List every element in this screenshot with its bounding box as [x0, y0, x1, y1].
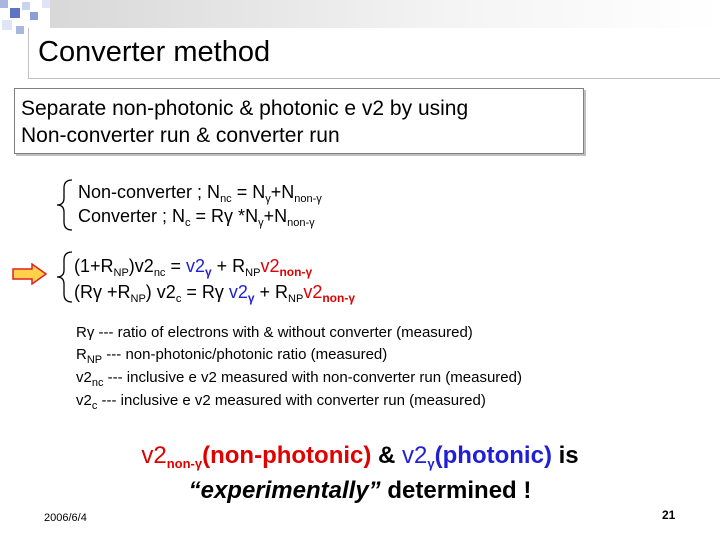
def1-text: Rγ --- ratio of electrons with & without converter (measured) [76, 324, 473, 341]
def2-b: --- non-photonic/photonic ratio (measured) [102, 346, 388, 363]
deco-square [0, 0, 8, 8]
conclusion-and: & [371, 442, 403, 469]
def4-a: v2 [76, 392, 92, 409]
conclusion-determined: determined ! [380, 477, 532, 504]
conclusion-line-2 [0, 477, 720, 505]
deco-square [42, 0, 50, 8]
deco-square [2, 20, 12, 30]
eq1-mid2: +N [270, 182, 295, 202]
eq3-b: )v2 [128, 256, 154, 276]
deco-square [16, 26, 24, 34]
definition-rgamma [76, 324, 473, 341]
equation-combined-1 [74, 256, 312, 279]
eq4-a: (Rγ +R [74, 282, 131, 302]
eq2-mid2: +N [263, 206, 288, 226]
deco-square [22, 2, 30, 10]
summary-line-1: Separate non-photonic & photonic e v2 by using [21, 97, 469, 120]
eq3-f-sub: non-γ [279, 265, 313, 279]
eq4-b-sub: c [175, 293, 182, 305]
eq4-f-sub: non-γ [322, 291, 356, 305]
definition-v2c [76, 392, 486, 412]
eq1-sub-gamma: γ [265, 193, 271, 205]
conclusion-v2-gamma: v2 [402, 442, 428, 469]
brace-left-2 [54, 250, 76, 304]
conclusion-experimentally: “experimentally” [188, 477, 381, 504]
eq1-lead: Non-converter ; N [78, 182, 221, 202]
eq1-mid1: = N [231, 182, 266, 202]
equation-non-converter [78, 182, 322, 205]
eq4-b: ) v2 [145, 282, 176, 302]
def4-sub: c [91, 400, 98, 412]
conclusion-nongamma-sub: non-γ [166, 456, 203, 471]
eq3-a: (1+R [74, 256, 114, 276]
eq4-v2-gamma: v2 [228, 282, 248, 302]
eq2-sub-c: c [185, 217, 191, 229]
conclusion-photonic: (photonic) [434, 442, 552, 469]
eq3-v2-gamma: v2 [185, 256, 205, 276]
summary-box [14, 88, 584, 154]
definition-v2nc [76, 369, 522, 389]
slide-date: 2006/6/4 [44, 512, 87, 524]
equation-combined-2 [74, 282, 355, 305]
eq4-v2-nongamma: v2 [303, 282, 323, 302]
eq2-lead: Converter ; N [78, 206, 186, 226]
eq2-sub-gamma: γ [258, 217, 264, 229]
eq2-mid1: = Rγ *N [190, 206, 259, 226]
deco-square [30, 12, 38, 20]
summary-line-2: Non-converter run & converter run [21, 124, 340, 147]
eq2-sub-nongamma: non-γ [287, 217, 315, 229]
eq3-e: + R [211, 256, 246, 276]
deco-square [10, 8, 20, 18]
eq3-d-sub: γ [204, 265, 212, 279]
conclusion-is: is [551, 442, 579, 469]
def4-b: --- inclusive e v2 measured with converter run (measured) [97, 392, 486, 409]
conclusion-v2-nongamma: v2 [141, 442, 167, 469]
title-underline [28, 78, 720, 79]
eq3-e-sub: NP [245, 267, 261, 279]
eq1-sub-nongamma: non-γ [294, 193, 322, 205]
def2-sub: NP [86, 354, 103, 366]
eq1-sub-nc: nc [220, 193, 232, 205]
eq4-e: + R [254, 282, 289, 302]
eq4-a-sub: NP [130, 293, 146, 305]
brace-left-1 [54, 178, 76, 232]
conclusion-non-photonic: (non-photonic) [202, 442, 372, 469]
definition-rnp [76, 346, 387, 366]
eq4-d-sub: γ [247, 291, 255, 305]
def3-b: --- inclusive e v2 measured with non-converter run (measured) [103, 369, 522, 386]
eq4-c: = Rγ [181, 282, 229, 302]
eq3-b-sub: nc [153, 267, 166, 279]
def3-sub: nc [91, 377, 104, 389]
def2-a: R [76, 346, 87, 363]
left-vertical-rule [28, 28, 29, 78]
eq4-e-sub: NP [288, 293, 304, 305]
eq3-v2-nongamma: v2 [260, 256, 280, 276]
eq3-c: = [165, 256, 186, 276]
eq3-a-sub: NP [113, 267, 129, 279]
page-number: 21 [662, 508, 676, 522]
equation-converter [78, 206, 315, 229]
header-gradient-bar [50, 0, 720, 28]
conclusion-line-1 [0, 442, 720, 471]
def3-a: v2 [76, 369, 92, 386]
slide-title: Converter method [38, 36, 271, 68]
right-arrow-icon [12, 263, 48, 285]
conclusion-gamma-sub: γ [427, 456, 435, 471]
